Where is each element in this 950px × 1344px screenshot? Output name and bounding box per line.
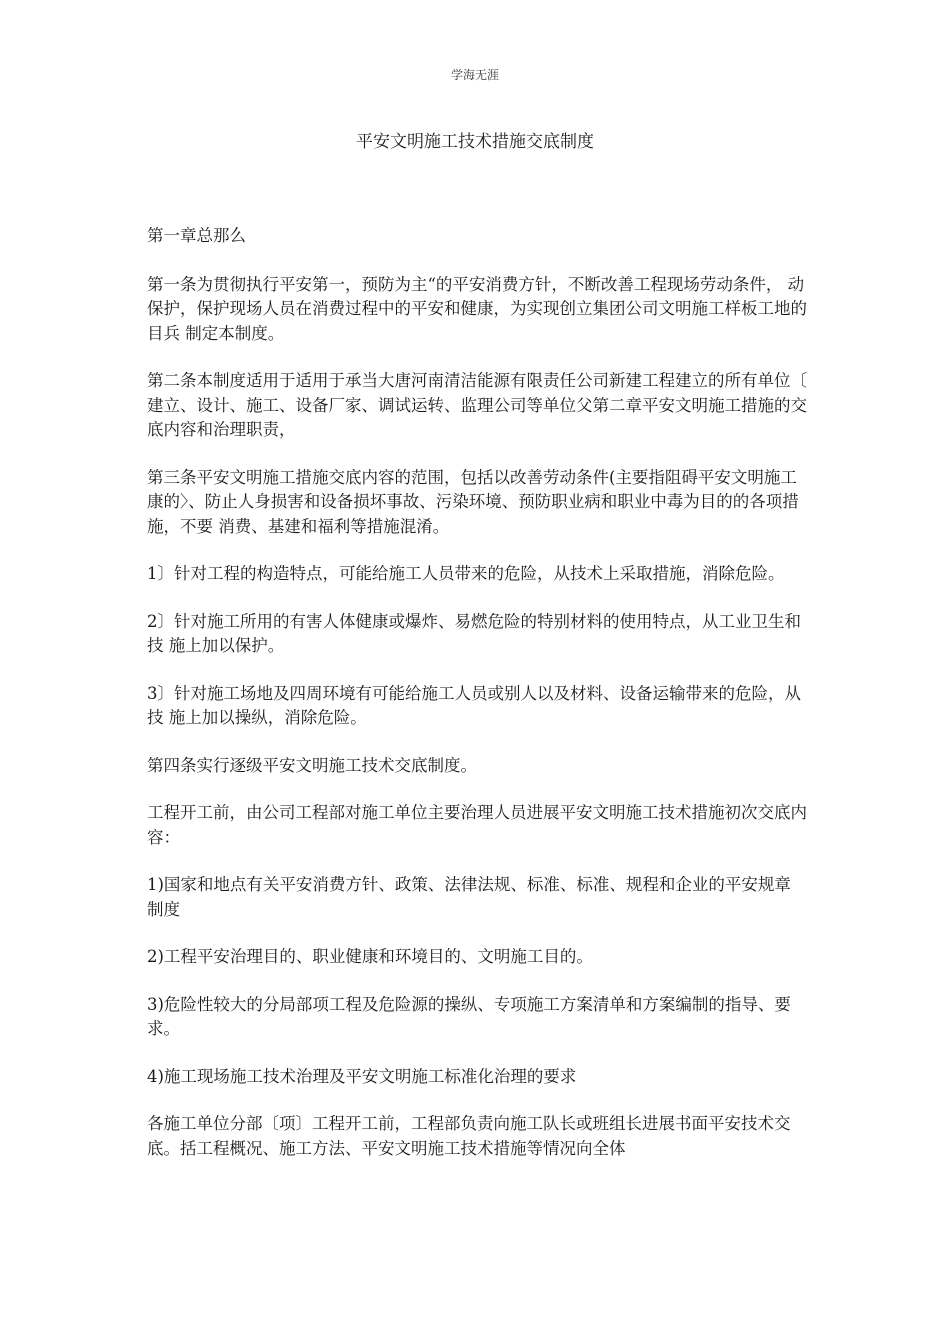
paragraph: 第三条平安文明施工措施交底内容的范围，包括以改善劳动条件(主要指阻碍平安文明施工 康的〉、防止人身损害和设备损坏事故、污染环境、预防职业病和职业中毒为目的的各项措施，不要 消费、基建和福利等措施混淆。 xyxy=(147,467,799,536)
chapter-heading: 第一章总那么 xyxy=(147,226,246,245)
paragraph: 各施工单位分部〔项〕工程开工前，工程部负责向施工队长或班组长进展书面平安技术交底。括工程概况、施工方法、平安文明施工技术措施等情况向全体 xyxy=(147,1114,791,1158)
page-header: 学海无涯 xyxy=(450,68,499,82)
paragraph: 第二条本制度适用于适用于承当大唐河南清洁能源有限责任公司新建工程建立的所有单位〔 建立、设计、施工、设备厂家、调试运转、监理公司等单位父第二章平安文明施工措施的交底内容和治理职责， xyxy=(147,371,807,439)
paragraph: 4)施工现场施工技术治理及平安文明施工标准化治理的要求 xyxy=(147,1066,577,1086)
paragraph: 2)工程平安治理目的、职业健康和环境目的、文明施工目的。 xyxy=(147,947,593,966)
paragraph: 3)危险性较大的分局部项工程及危险源的操纵、专项施工方案清单和方案编制的指导、要求。 xyxy=(147,994,791,1038)
paragraph: 第一条为贯彻执行平安第一，预防为主“的平安消费方针，不断改善工程现场劳动条件， 动保护，保护现场人员在消费过程中的平安和健康，为实现创立集团公司文明施工样板工地的目兵 制定本制度。 xyxy=(147,274,807,343)
paragraph: 2〕针对施工所用的有害人体健康或爆炸、易燃危险的特别材料的使用特点，从工业卫生和技 施上加以保护。 xyxy=(147,611,801,655)
paragraph: 1〕针对工程的构造特点，可能给施工人员带来的危险，从技术上采取措施，消除危险。 xyxy=(147,564,785,583)
document-title: 平安文明施工技术措施交底制度 xyxy=(356,132,594,152)
paragraph: 工程开工前，由公司工程部对施工单位主要治理人员进展平安文明施工技术措施初次交底内容： xyxy=(147,803,807,847)
paragraph: 1)国家和地点有关平安消费方针、政策、法律法规、标准、标准、规程和企业的平安规章制度 xyxy=(147,875,791,919)
document-body xyxy=(147,224,807,1184)
paragraph: 第四条实行逐级平安文明施工技术交底制度。 xyxy=(147,755,477,775)
paragraph: 3〕针对施工场地及四周环境有可能给施工人员或别人以及材料、设备运输带来的危险，从技 施上加以操纵，消除危险。 xyxy=(147,683,801,727)
